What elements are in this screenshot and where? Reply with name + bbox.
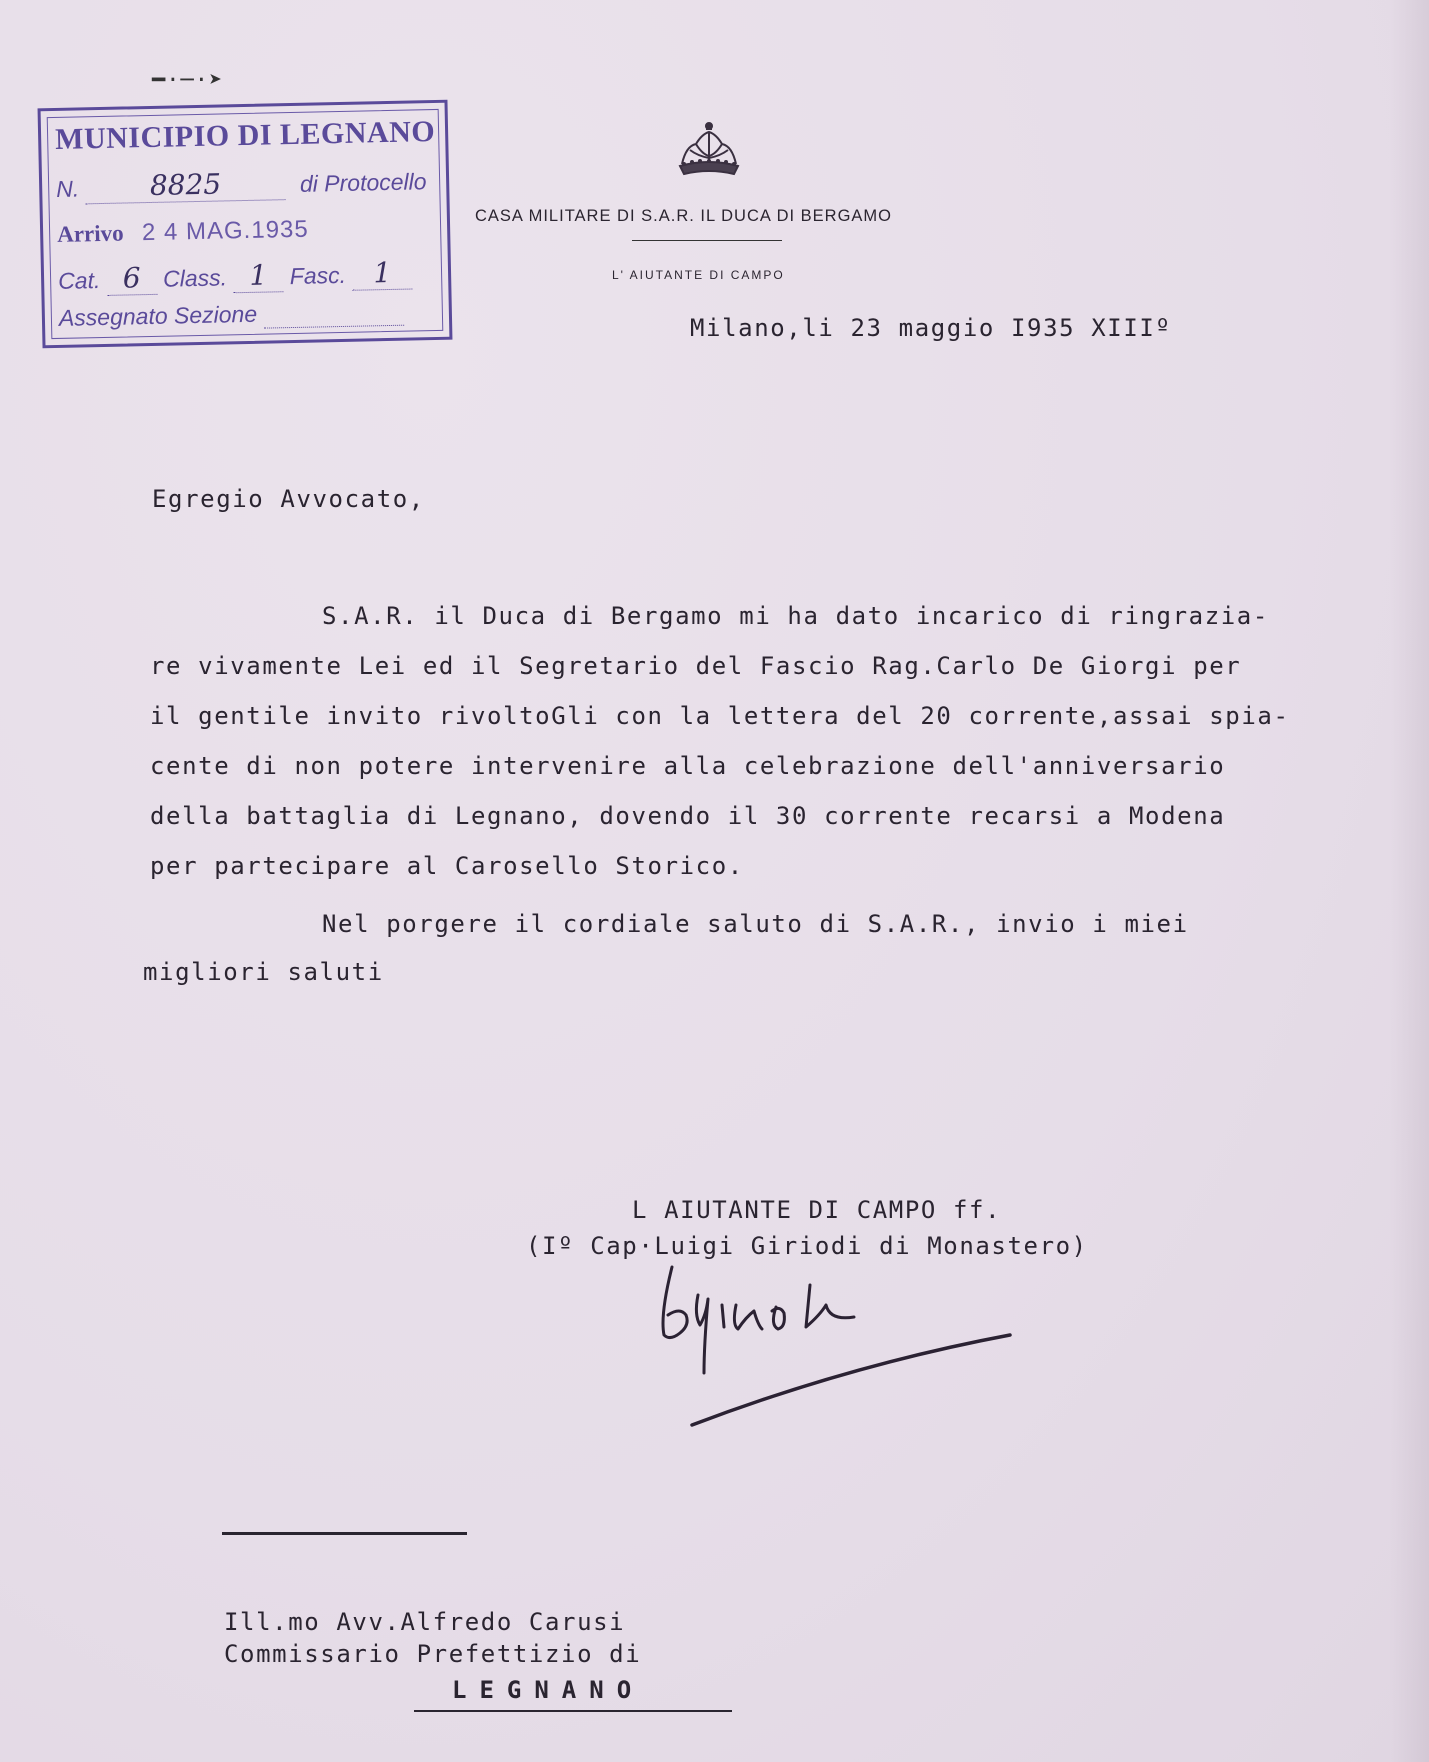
stamp-sezione-line (263, 298, 404, 329)
stamp-cat-label: Cat. (57, 267, 101, 294)
addressee-line-1: Ill.mo Avv.Alfredo Carusi (224, 1608, 626, 1636)
body-line: della battaglia di Legnano, dovendo il 30 corrente recarsi a Modena (150, 802, 1226, 830)
handwritten-signature (650, 1255, 1020, 1435)
stamp-fasc-value: 1 (373, 255, 392, 290)
stamp-title: MUNICIPIO DI LEGNANO (54, 115, 436, 156)
body-line: il gentile invito rivoltoGli con la lettera del 20 corrente,assai spia- (150, 702, 1290, 730)
letterhead-subtitle: L' AIUTANTE DI CAMPO (612, 268, 785, 282)
addressee-line-2: Commissario Prefettizio di (224, 1640, 642, 1668)
stamp-cat-line (106, 261, 157, 296)
paper-edge-shadow (1389, 0, 1429, 1762)
stamp-fasc-line (352, 256, 413, 291)
stamp-n-value: 8825 (149, 167, 222, 202)
salutation: Egregio Avvocato, (152, 485, 425, 513)
letterhead-rule (632, 240, 782, 241)
stamp-arrivo-date: 2 4 MAG.1935 (141, 215, 309, 247)
addressee-city: LEGNANO (452, 1676, 645, 1704)
body-line: Nel porgere il cordiale saluto di S.A.R., invio i miei (322, 910, 1189, 938)
body-line: migliori saluti (143, 958, 384, 986)
body-line: cente di non potere intervenire alla celebrazione dell'anniversario (150, 752, 1226, 780)
stamp-sezione-label: Assegnato Sezione (58, 300, 258, 331)
stamp-n-label: N. (55, 175, 80, 202)
letterhead-title: CASA MILITARE DI S.A.R. IL DUCA DI BERGAMO (475, 207, 892, 225)
stamp-arrivo-label: Arrivo (56, 220, 124, 247)
body-line: S.A.R. il Duca di Bergamo mi ha dato incarico di ringrazia- (322, 602, 1269, 630)
protocol-stamp (38, 100, 453, 349)
crown-icon (672, 120, 746, 180)
pen-mark: ━·─·➤ (152, 68, 224, 93)
stamp-class-value: 1 (249, 258, 268, 292)
body-line: re vivamente Lei ed il Segretario del Fascio Rag.Carlo De Giorgi per (150, 652, 1242, 680)
signature-title: L AIUTANTE DI CAMPO ff. (632, 1196, 1002, 1224)
separator-rule (222, 1532, 467, 1535)
date-line: Milano,li 23 maggio I935 XIIIº (690, 314, 1172, 342)
stamp-class-line (233, 258, 284, 293)
body-line: per partecipare al Carosello Storico. (150, 852, 744, 880)
stamp-protocollo-label: di Protocello (299, 168, 427, 197)
stamp-arrival-row (57, 216, 309, 249)
stamp-cat-value: 6 (122, 261, 141, 295)
city-underline (414, 1710, 732, 1712)
stamp-fasc-label: Fasc. (289, 261, 347, 290)
stamp-n-line (85, 166, 286, 204)
stamp-class-label: Class. (162, 264, 228, 292)
signatory-name: (Iº Cap·Luigi Giriodi di Monastero) (526, 1232, 1088, 1260)
